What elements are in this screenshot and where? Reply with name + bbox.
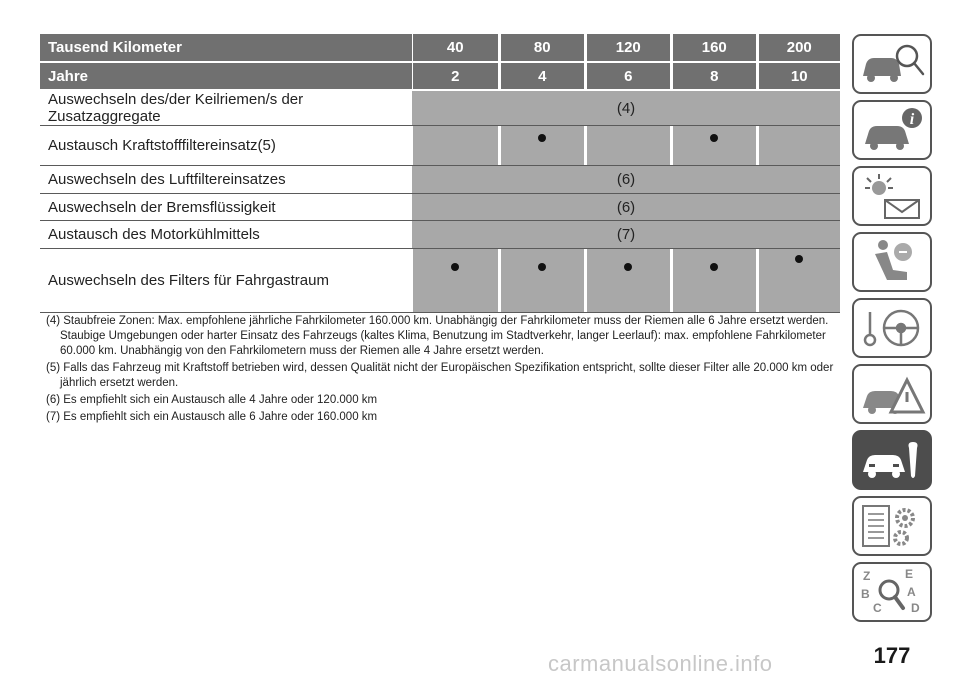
header-km-value: 120 <box>586 34 670 62</box>
tab-service-maintenance[interactable] <box>852 430 932 490</box>
svg-text:i: i <box>909 111 915 128</box>
svg-text:D: D <box>911 601 920 615</box>
interval-cell <box>586 126 670 166</box>
row-label: Austausch Kraftstofffiltereinsatz(5) <box>40 126 412 166</box>
tab-start-driving[interactable] <box>852 298 932 358</box>
interval-cell <box>758 126 840 166</box>
interval-dot <box>538 263 546 271</box>
header-km-value: 160 <box>672 34 756 62</box>
header-km-value: 80 <box>500 34 584 62</box>
interval-dot <box>795 255 803 263</box>
tab-safety[interactable] <box>852 232 932 292</box>
header-years-value: 4 <box>500 62 584 90</box>
tab-emergency[interactable] <box>852 364 932 424</box>
interval-dot <box>538 134 546 142</box>
svg-text:C: C <box>873 601 882 615</box>
footnote: (5) Falls das Fahrzeug mit Kraftstoff betrieben wird, dessen Qualität nicht der Europäischen Spezifikation entspricht, sollte dieser Filter alle 20.000 km oder jährlich ersetzt werden. <box>46 362 834 389</box>
footnote: (7) Es empfiehlt sich ein Austausch alle 6 Jahre oder 160.000 km <box>46 411 378 423</box>
interval-cell <box>672 249 756 313</box>
row-label: Auswechseln des/der Keilriemen/s der Zusatzaggregate <box>40 90 412 126</box>
interval-cell <box>672 126 756 166</box>
interval-cell <box>586 249 670 313</box>
chapter-tabs <box>852 34 938 628</box>
tab-warning-lights[interactable] <box>852 166 932 226</box>
table-row <box>40 249 840 313</box>
footnote: (4) Staubfreie Zonen: Max. empfohlene jährliche Fahrkilometer 160.000 km. Unabhängig der Fahrkilometer muss der Riemen alle 6 Jahre ersetzt werden. Staubige Umgebungen oder harter Einsatz des Fahrzeugs (kaltes Klima, Benutzung im Stadtverkehr, langer Leerlauf): max. empfohlene Fahrkilometer 60.000 km. Unabhängig von den Fahrkilometern muss der Riemen alle 4 Jahre ersetzt werden. <box>46 315 829 357</box>
page-number: 177 <box>873 643 911 668</box>
maintenance-table <box>40 34 840 313</box>
header-row-years <box>40 62 840 90</box>
header-km-label: Tausend Kilometer <box>40 34 412 62</box>
interval-cell <box>412 126 498 166</box>
warning-light-message-icon <box>857 170 927 222</box>
footnotes <box>46 314 836 427</box>
row-label: Auswechseln des Luftfiltereinsatzes <box>40 166 412 194</box>
car-info-icon <box>857 104 927 156</box>
svg-text:B: B <box>861 587 870 601</box>
row-note: (6) <box>412 194 840 221</box>
table-row <box>40 166 840 194</box>
table-row <box>40 221 840 249</box>
header-km-value: 40 <box>412 34 498 62</box>
svg-text:A: A <box>907 585 916 599</box>
tab-index[interactable] <box>852 562 932 622</box>
car-breakdown-triangle-icon <box>857 368 927 420</box>
header-years-label: Jahre <box>40 62 412 90</box>
table-row <box>40 90 840 126</box>
row-note: (6) <box>412 166 840 194</box>
interval-cell <box>500 126 584 166</box>
interval-dot <box>710 263 718 271</box>
airbag-seat-icon <box>857 236 927 288</box>
header-years-value: 6 <box>586 62 670 90</box>
row-label: Auswechseln der Bremsflüssigkeit <box>40 194 412 221</box>
header-years-value: 8 <box>672 62 756 90</box>
header-row-km <box>40 34 840 62</box>
row-note: (4) <box>412 90 840 126</box>
interval-cell <box>500 249 584 313</box>
table-row <box>40 126 840 166</box>
alphabetical-index-icon <box>857 566 927 618</box>
key-steering-wheel-icon <box>857 302 927 354</box>
interval-dot <box>451 263 459 271</box>
row-note: (7) <box>412 221 840 249</box>
interval-cell <box>758 249 840 313</box>
interval-dot <box>710 134 718 142</box>
row-label: Auswechseln des Filters für Fahrgastraum <box>40 249 412 313</box>
car-wrench-icon <box>857 434 927 486</box>
car-search-icon <box>857 38 927 90</box>
row-label: Austausch des Motorkühlmittels <box>40 221 412 249</box>
svg-text:Z: Z <box>863 569 871 583</box>
interval-dot <box>624 263 632 271</box>
header-years-value: 10 <box>758 62 840 90</box>
table-row <box>40 194 840 221</box>
footnote: (6) Es empfiehlt sich ein Austausch alle 4 Jahre oder 120.000 km <box>46 394 378 406</box>
tab-technical-data[interactable] <box>852 496 932 556</box>
specs-gears-icon <box>857 500 927 552</box>
header-years-value: 2 <box>412 62 498 90</box>
header-km-value: 200 <box>758 34 840 62</box>
svg-text:E: E <box>905 567 914 581</box>
tab-car-info[interactable] <box>852 100 932 160</box>
tab-car-search[interactable] <box>852 34 932 94</box>
watermark-text: carmanualsonline.info <box>548 651 773 676</box>
interval-cell <box>412 249 498 313</box>
